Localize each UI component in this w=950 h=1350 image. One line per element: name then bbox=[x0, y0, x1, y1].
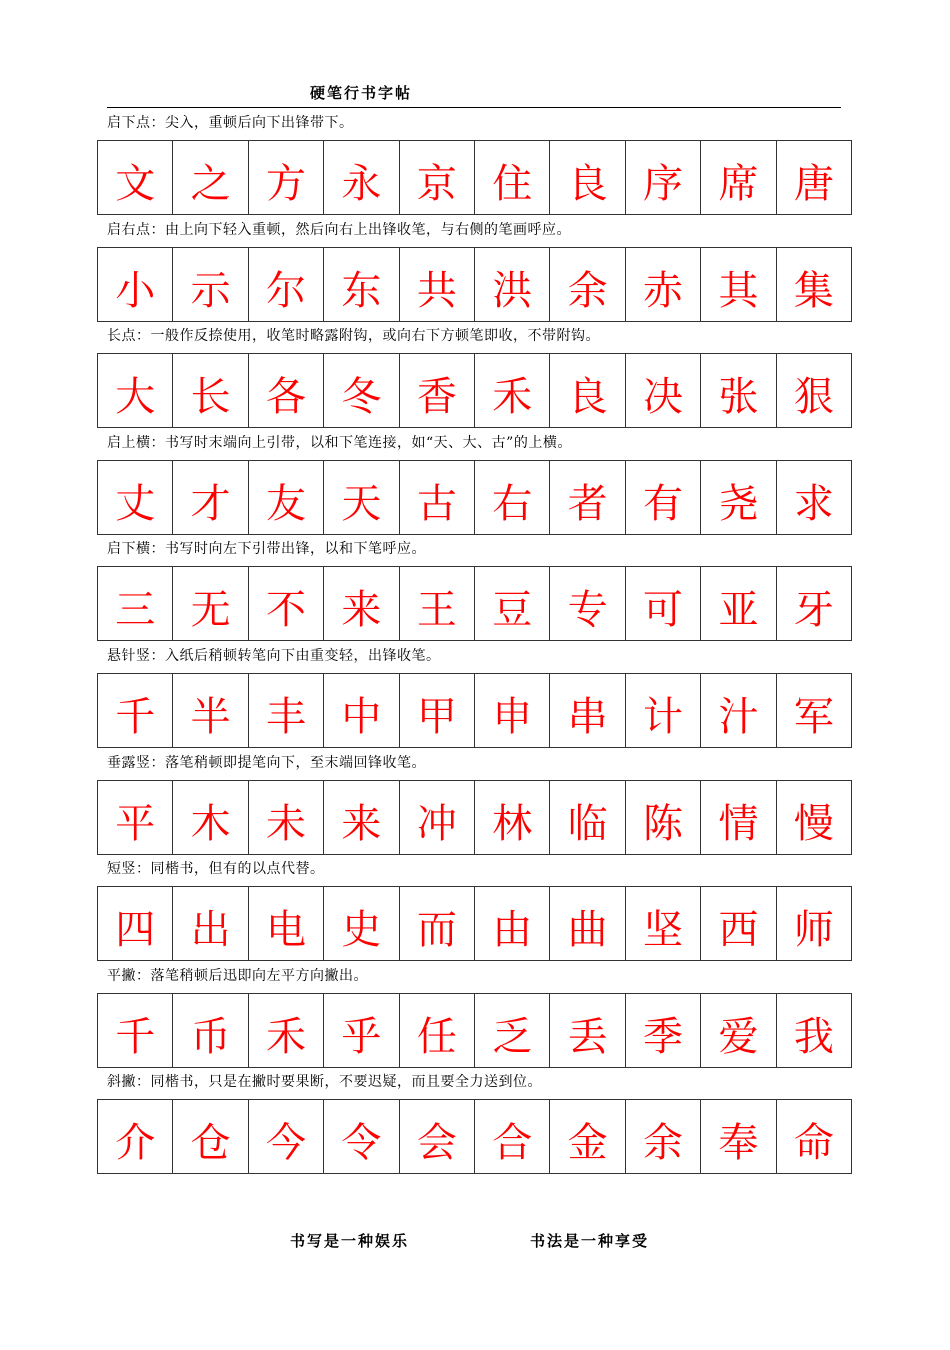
practice-character: 者 bbox=[550, 461, 625, 534]
practice-character: 会 bbox=[400, 1100, 475, 1173]
practice-character: 尔 bbox=[249, 248, 324, 321]
section-caption: 启右点：由上向下轻入重顿，然后向右上出锋收笔，与右侧的笔画呼应。 bbox=[107, 222, 571, 238]
practice-character: 才 bbox=[173, 461, 248, 534]
practice-character: 天 bbox=[324, 461, 399, 534]
practice-character: 命 bbox=[777, 1100, 852, 1173]
footer-slogan-left: 书写是一种娱乐 bbox=[290, 1232, 410, 1250]
practice-character: 其 bbox=[701, 248, 776, 321]
practice-character: 坚 bbox=[626, 887, 701, 960]
practice-character: 大 bbox=[98, 354, 173, 427]
section-caption: 垂露竖：落笔稍顿即提笔向下，至末端回锋收笔。 bbox=[107, 755, 426, 771]
practice-character: 申 bbox=[475, 674, 550, 747]
practice-character: 仓 bbox=[173, 1100, 248, 1173]
practice-character: 季 bbox=[626, 994, 701, 1067]
practice-character: 来 bbox=[324, 567, 399, 640]
practice-character: 集 bbox=[777, 248, 852, 321]
practice-character: 来 bbox=[324, 781, 399, 854]
practice-character: 王 bbox=[400, 567, 475, 640]
practice-character: 示 bbox=[173, 248, 248, 321]
practice-character: 唐 bbox=[777, 141, 852, 214]
practice-character: 古 bbox=[400, 461, 475, 534]
practice-character: 亚 bbox=[701, 567, 776, 640]
practice-character: 东 bbox=[324, 248, 399, 321]
practice-character: 余 bbox=[550, 248, 625, 321]
practice-character: 各 bbox=[249, 354, 324, 427]
practice-character: 冬 bbox=[324, 354, 399, 427]
section-caption: 平撇：落笔稍顿后迅即向左平方向撇出。 bbox=[107, 968, 368, 984]
practice-character: 狠 bbox=[777, 354, 852, 427]
practice-character: 丰 bbox=[249, 674, 324, 747]
character-grid bbox=[97, 993, 852, 1068]
practice-character: 四 bbox=[98, 887, 173, 960]
footer-slogan-right: 书法是一种享受 bbox=[530, 1232, 650, 1250]
practice-character: 合 bbox=[475, 1100, 550, 1173]
practice-character: 香 bbox=[400, 354, 475, 427]
practice-character: 出 bbox=[173, 887, 248, 960]
practice-character: 乏 bbox=[475, 994, 550, 1067]
practice-character: 禾 bbox=[249, 994, 324, 1067]
practice-character: 计 bbox=[626, 674, 701, 747]
practice-character: 共 bbox=[400, 248, 475, 321]
practice-character: 良 bbox=[550, 354, 625, 427]
section-caption: 短竖：同楷书，但有的以点代替。 bbox=[107, 861, 325, 877]
practice-character: 我 bbox=[777, 994, 852, 1067]
practice-character: 串 bbox=[550, 674, 625, 747]
character-grid bbox=[97, 1099, 852, 1174]
practice-character: 今 bbox=[249, 1100, 324, 1173]
practice-character: 右 bbox=[475, 461, 550, 534]
practice-character: 由 bbox=[475, 887, 550, 960]
practice-character: 良 bbox=[550, 141, 625, 214]
practice-character: 赤 bbox=[626, 248, 701, 321]
practice-character: 丢 bbox=[550, 994, 625, 1067]
practice-character: 千 bbox=[98, 994, 173, 1067]
section-caption: 悬针竖：入纸后稍顿转笔向下由重变轻，出锋收笔。 bbox=[107, 648, 441, 664]
practice-character: 张 bbox=[701, 354, 776, 427]
practice-character: 临 bbox=[550, 781, 625, 854]
practice-character: 未 bbox=[249, 781, 324, 854]
practice-character: 中 bbox=[324, 674, 399, 747]
practice-character: 乎 bbox=[324, 994, 399, 1067]
practice-character: 林 bbox=[475, 781, 550, 854]
practice-character: 洪 bbox=[475, 248, 550, 321]
practice-character: 慢 bbox=[777, 781, 852, 854]
practice-character: 方 bbox=[249, 141, 324, 214]
practice-character: 之 bbox=[173, 141, 248, 214]
practice-character: 可 bbox=[626, 567, 701, 640]
practice-character: 西 bbox=[701, 887, 776, 960]
practice-character: 丈 bbox=[98, 461, 173, 534]
practice-character: 友 bbox=[249, 461, 324, 534]
practice-character: 爱 bbox=[701, 994, 776, 1067]
practice-character: 半 bbox=[173, 674, 248, 747]
page-title: 硬笔行书字帖 bbox=[310, 84, 413, 102]
practice-character: 甲 bbox=[400, 674, 475, 747]
practice-character: 军 bbox=[777, 674, 852, 747]
practice-character: 木 bbox=[173, 781, 248, 854]
practice-character: 令 bbox=[324, 1100, 399, 1173]
practice-character: 文 bbox=[98, 141, 173, 214]
character-grid bbox=[97, 460, 852, 535]
practice-character: 有 bbox=[626, 461, 701, 534]
character-grid bbox=[97, 353, 852, 428]
practice-character: 陈 bbox=[626, 781, 701, 854]
practice-character: 决 bbox=[626, 354, 701, 427]
section-caption: 斜撇：同楷书，只是在撇时要果断，不要迟疑，而且要全力送到位。 bbox=[107, 1074, 542, 1090]
practice-character: 尧 bbox=[701, 461, 776, 534]
character-grid bbox=[97, 886, 852, 961]
practice-character: 而 bbox=[400, 887, 475, 960]
practice-character: 情 bbox=[701, 781, 776, 854]
practice-character: 金 bbox=[550, 1100, 625, 1173]
practice-character: 无 bbox=[173, 567, 248, 640]
practice-character: 小 bbox=[98, 248, 173, 321]
section-caption: 启下点：尖入，重顿后向下出锋带下。 bbox=[107, 115, 354, 131]
practice-character: 豆 bbox=[475, 567, 550, 640]
practice-character: 奉 bbox=[701, 1100, 776, 1173]
character-grid bbox=[97, 247, 852, 322]
practice-character: 电 bbox=[249, 887, 324, 960]
practice-character: 永 bbox=[324, 141, 399, 214]
section-caption: 长点：一般作反捺使用，收笔时略露附钩，或向右下方顿笔即收，不带附钩。 bbox=[107, 328, 600, 344]
character-grid bbox=[97, 780, 852, 855]
practice-character: 史 bbox=[324, 887, 399, 960]
title-rule bbox=[107, 107, 841, 108]
practice-character: 币 bbox=[173, 994, 248, 1067]
practice-character: 冲 bbox=[400, 781, 475, 854]
practice-character: 汁 bbox=[701, 674, 776, 747]
character-grid bbox=[97, 673, 852, 748]
practice-character: 曲 bbox=[550, 887, 625, 960]
practice-character: 禾 bbox=[475, 354, 550, 427]
practice-character: 专 bbox=[550, 567, 625, 640]
practice-character: 千 bbox=[98, 674, 173, 747]
practice-character: 介 bbox=[98, 1100, 173, 1173]
practice-character: 平 bbox=[98, 781, 173, 854]
practice-character: 不 bbox=[249, 567, 324, 640]
character-grid bbox=[97, 140, 852, 215]
practice-character: 求 bbox=[777, 461, 852, 534]
section-caption: 启下横：书写时向左下引带出锋，以和下笔呼应。 bbox=[107, 541, 426, 557]
practice-character: 京 bbox=[400, 141, 475, 214]
character-grid bbox=[97, 566, 852, 641]
section-caption: 启上横：书写时末端向上引带，以和下笔连接，如“天、大、古”的上横。 bbox=[107, 435, 572, 451]
practice-character: 余 bbox=[626, 1100, 701, 1173]
practice-character: 师 bbox=[777, 887, 852, 960]
practice-character: 序 bbox=[626, 141, 701, 214]
practice-character: 三 bbox=[98, 567, 173, 640]
practice-character: 牙 bbox=[777, 567, 852, 640]
practice-character: 长 bbox=[173, 354, 248, 427]
practice-character: 席 bbox=[701, 141, 776, 214]
practice-character: 住 bbox=[475, 141, 550, 214]
practice-character: 任 bbox=[400, 994, 475, 1067]
